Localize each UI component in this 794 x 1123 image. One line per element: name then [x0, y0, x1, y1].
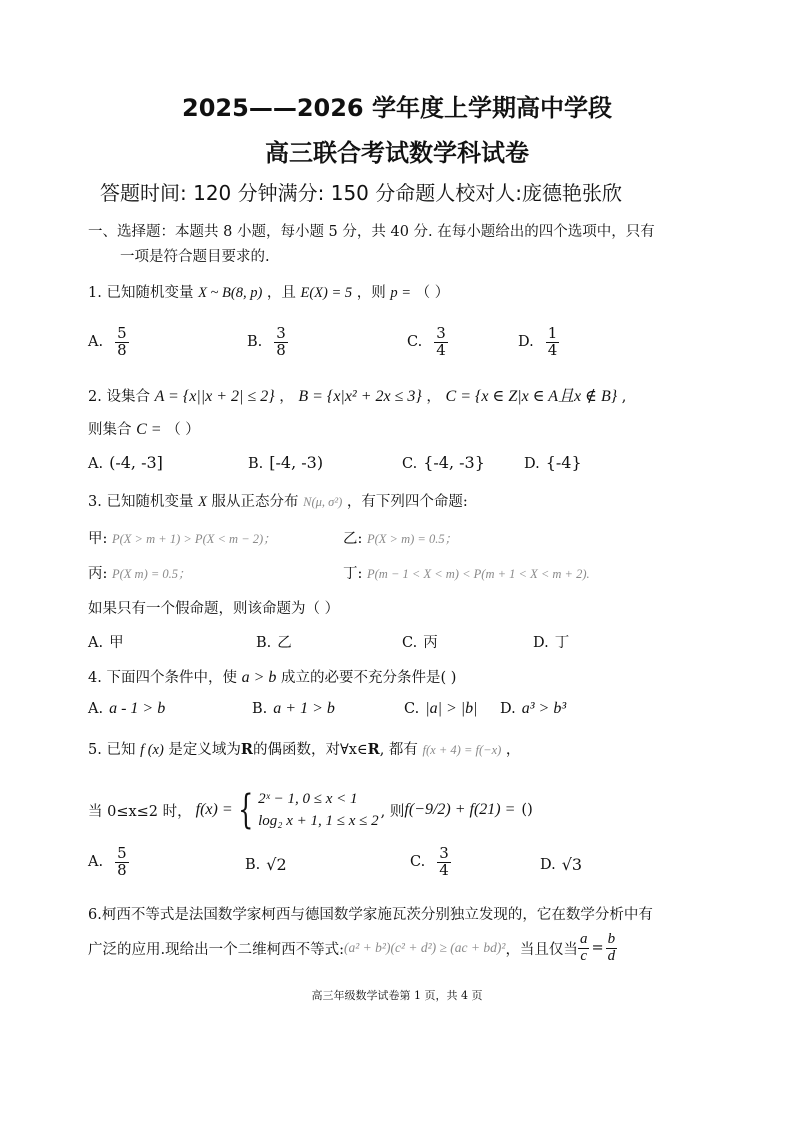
- q2-set-c: C = {x ∈ Z|x ∈ A且x ∉ B}: [445, 388, 618, 405]
- option-label: A.: [88, 854, 104, 871]
- numerator: 3: [436, 324, 446, 342]
- question-3-stem: [88, 490, 468, 511]
- q5-option-a[interactable]: [88, 846, 129, 879]
- q5-tail-b: (): [521, 802, 533, 818]
- q5-option-d[interactable]: [540, 855, 582, 874]
- option-text: {-4}: [545, 453, 582, 472]
- q4-stem-a: 4. 下面四个条件中，使: [88, 670, 237, 686]
- option-fraction: [115, 846, 129, 879]
- q5-option-b[interactable]: [245, 855, 287, 874]
- option-text: 丁: [554, 635, 570, 651]
- denominator: 8: [276, 340, 286, 359]
- question-5-stem: [88, 738, 520, 759]
- denominator: d: [607, 947, 616, 964]
- option-text: a + 1 > b: [273, 700, 335, 717]
- q6-line2-a: 广泛的应用.现给出一个二维柯西不等式:: [88, 941, 344, 958]
- numerator: 3: [439, 844, 449, 862]
- q3-question: 如果只有一个假命题，则该命题为（ ）: [88, 601, 340, 617]
- exam-header-line1: 2025——2026 学年度上学期高中学段: [182, 94, 612, 122]
- proposition-label: 丁:: [343, 566, 363, 582]
- question-6-line1: 6.柯西不等式是法国数学家柯西与德国数学家施瓦茨分别独立发现的，它在数学分析中有: [88, 907, 653, 923]
- q1-stem-b: ，且: [266, 285, 296, 301]
- option-label: D.: [500, 701, 516, 717]
- q2-stem-a: 2. 设集合: [88, 389, 150, 405]
- q2-set-b: B = {x|x² + 2x ≤ 3}: [298, 388, 422, 405]
- q5-case2: log₂ x + 1, 1 ≤ x ≤ 2: [258, 813, 379, 829]
- option-label: A.: [88, 701, 104, 717]
- q3-stem-x: X: [198, 494, 207, 510]
- option-text: 甲: [109, 635, 124, 651]
- option-label: C.: [402, 635, 418, 651]
- proposition-text: P(X > m) = 0.5；: [367, 532, 458, 546]
- q2-line2-a: 则集合: [88, 422, 132, 438]
- option-text: {-4, -3}: [423, 453, 485, 472]
- denominator: c: [580, 947, 588, 964]
- option-label: A.: [88, 334, 104, 351]
- q5-case1: 2ˣ − 1, 0 ≤ x < 1: [258, 790, 358, 807]
- q5-line2-a: 当 0≤x≤2 时，: [88, 803, 192, 820]
- q1-option-c[interactable]: [407, 326, 448, 359]
- option-text: a - 1 > b: [109, 700, 166, 717]
- q3-proposition-ding: [343, 562, 590, 583]
- q1-option-b[interactable]: [247, 326, 288, 359]
- q6-cauchy-inequality: (a² + b²)(c² + d²) ≥ (ac + bd)²: [344, 940, 506, 955]
- q4-option-a[interactable]: [88, 700, 165, 718]
- q5-stem-eq: f(x + 4) = f(−x): [422, 743, 502, 757]
- question-6-line2: [88, 930, 617, 966]
- q3-distribution: N(μ, σ²): [303, 495, 343, 509]
- q3-proposition-bing: [88, 562, 191, 583]
- q2-option-d[interactable]: [524, 453, 582, 472]
- q3-proposition-yi: [343, 527, 457, 548]
- q4-stem-math: a > b: [241, 669, 277, 686]
- section-intro-line2: 一项是符合题目要求的.: [120, 249, 270, 265]
- q2-option-c[interactable]: [402, 453, 485, 472]
- option-label: D.: [518, 334, 534, 351]
- q1-stem-c: ，则: [356, 285, 386, 301]
- option-text: 丙: [423, 635, 438, 651]
- q3-option-c[interactable]: [402, 631, 438, 652]
- option-fraction: [434, 326, 448, 359]
- q5-stem-b: 是定义域为: [168, 742, 241, 758]
- option-label: D.: [540, 856, 556, 873]
- q2-line2-b: （ ）: [166, 422, 200, 438]
- q1-stem-d: （ ）: [415, 285, 450, 301]
- question-1-stem: [88, 281, 449, 302]
- option-label: B.: [248, 456, 264, 472]
- option-text: 乙: [277, 635, 292, 651]
- q6-fraction-b-d: [606, 932, 618, 965]
- q6-line2-b: ，当且仅当: [505, 941, 578, 958]
- option-label: C.: [410, 854, 426, 871]
- q2-sep1: ，: [279, 389, 294, 405]
- q4-option-c[interactable]: [404, 700, 478, 718]
- option-text: (-4, -3]: [109, 453, 163, 472]
- exam-title: 高三联合考试数学科试卷: [265, 139, 529, 167]
- option-label: B.: [252, 701, 268, 717]
- q5-stem-R2: R: [367, 741, 380, 758]
- option-label: C.: [407, 334, 423, 351]
- numerator: b: [607, 930, 616, 947]
- q3-stem-c: ，有下列四个命题:: [346, 494, 468, 510]
- q5-stem-f: f (x): [140, 742, 164, 758]
- proposition-label: 甲:: [88, 531, 108, 547]
- q5-option-c[interactable]: [410, 846, 451, 879]
- option-label: B.: [245, 856, 261, 873]
- q5-brace: {: [237, 787, 254, 833]
- q1-math-binomial: X ~ B(8, p): [198, 285, 263, 301]
- option-fraction: [546, 326, 560, 359]
- q5-fx: f(x) =: [195, 801, 233, 818]
- denominator: 4: [547, 340, 558, 359]
- option-fraction: [115, 326, 129, 359]
- option-fraction: [274, 326, 288, 359]
- numerator: a: [579, 930, 588, 947]
- q2-set-a: A = {x||x + 2| ≤ 2}: [154, 388, 275, 405]
- q1-option-a[interactable]: [88, 326, 129, 359]
- q4-stem-b: 成立的必要不充分条件是( ): [280, 670, 457, 686]
- q3-option-b[interactable]: [256, 631, 292, 652]
- question-2-stem: [88, 383, 626, 406]
- option-label: C.: [402, 456, 418, 472]
- section-intro-line1: 一、选择题：本题共 8 小题，每小题 5 分，共 40 分. 在每小题给出的四个选项中，只有: [88, 224, 655, 240]
- q3-proposition-jia: [88, 527, 276, 548]
- proposition-text: P(X m) = 0.5；: [112, 567, 191, 581]
- q2-option-b[interactable]: [248, 453, 323, 472]
- q5-tail-a: , 则: [380, 803, 405, 820]
- q5-piecewise: [258, 788, 379, 833]
- question-2-line2: [88, 418, 200, 439]
- proposition-label: 乙:: [343, 531, 363, 547]
- q6-fraction-a-c: [578, 932, 590, 965]
- question-4-stem: [88, 666, 456, 687]
- q3-stem-b: 服从正态分布: [211, 494, 299, 510]
- denominator: 4: [439, 860, 449, 879]
- q2-end: ,: [621, 389, 627, 405]
- option-text: [-4, -3): [269, 453, 324, 472]
- q3-option-d[interactable]: [533, 631, 569, 652]
- q5-stem-R: R: [240, 741, 253, 758]
- q1-option-d[interactable]: [518, 326, 559, 359]
- q1-math-expectation: E(X) = 5: [300, 285, 353, 301]
- proposition-text: P(m − 1 < X < m) < P(m + 1 < X < m + 2).: [367, 567, 590, 581]
- proposition-text: P(X > m + 1) > P(X < m − 2)；: [112, 532, 276, 546]
- proposition-label: 丙:: [88, 566, 108, 582]
- option-text: √3: [561, 855, 583, 874]
- numerator: 5: [117, 844, 127, 862]
- option-label: D.: [533, 635, 549, 651]
- question-5-line2: [88, 782, 533, 838]
- option-label: B.: [247, 334, 263, 351]
- q5-stem-d: , 都有: [379, 742, 418, 758]
- option-text: a³ > b³: [521, 700, 567, 717]
- q6-equals: =: [591, 940, 604, 956]
- option-text: √2: [266, 855, 287, 874]
- option-label: A.: [88, 456, 104, 472]
- numerator: 5: [117, 324, 127, 342]
- exam-meta: 答题时间: 120 分钟满分: 150 分命题人校对人:庞德艳张欣: [100, 181, 622, 205]
- q3-stem-a: 3. 已知随机变量: [88, 494, 194, 510]
- q2-sep2: ，: [426, 389, 441, 405]
- q5-stem-c: 的偶函数，对∀x∈: [252, 742, 368, 758]
- denominator: 8: [117, 340, 127, 359]
- option-label: A.: [88, 635, 104, 651]
- option-label: B.: [256, 635, 272, 651]
- q2-option-a[interactable]: [88, 453, 163, 472]
- q4-option-d[interactable]: [500, 700, 566, 718]
- option-fraction: [437, 846, 451, 879]
- option-label: C.: [404, 701, 420, 717]
- numerator: 1: [547, 324, 558, 342]
- q5-stem-e: ，: [505, 742, 521, 758]
- q5-tail-math: f(−9/2) + f(21) =: [404, 801, 516, 818]
- q3-option-a[interactable]: [88, 631, 124, 652]
- q4-option-b[interactable]: [252, 700, 335, 718]
- q1-stem-a: 1. 已知随机变量: [88, 285, 194, 301]
- denominator: 4: [436, 340, 446, 359]
- q5-stem-a: 5. 已知: [88, 742, 136, 758]
- q1-math-p: p =: [390, 285, 412, 301]
- page-footer: 高三年级数学试卷第 1 页，共 4 页: [311, 989, 483, 1002]
- option-text: |a| > |b|: [425, 700, 478, 717]
- denominator: 8: [117, 860, 127, 879]
- option-label: D.: [524, 456, 540, 472]
- numerator: 3: [276, 324, 286, 342]
- q2-line2-math: C =: [136, 421, 162, 438]
